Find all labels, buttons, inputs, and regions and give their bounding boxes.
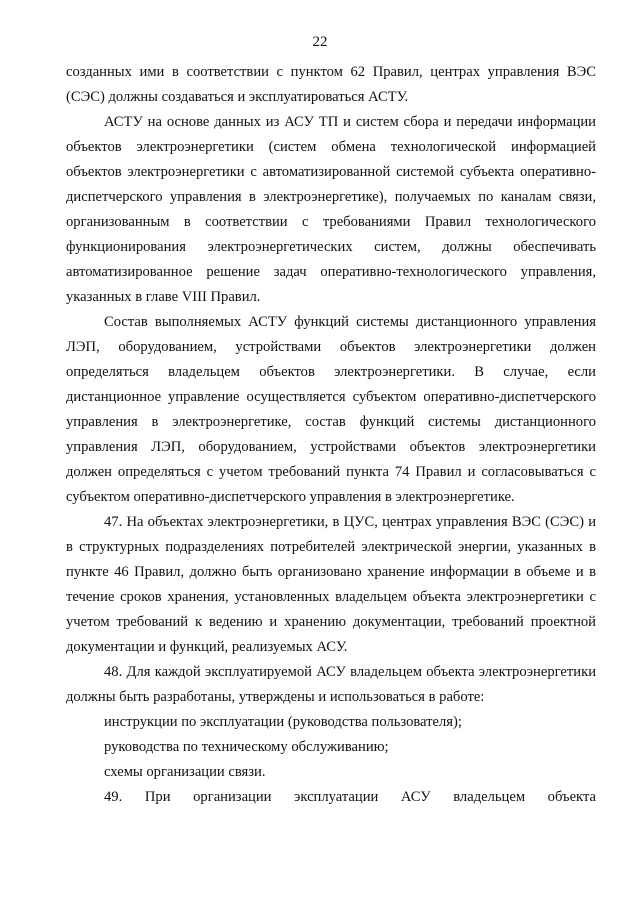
- paragraph-continuation: созданных ими в соответствии с пунктом 62 Правил, центрах управления ВЭС (СЭС) должны создаваться и эксплуатироваться АСТУ.: [66, 64, 596, 105]
- list-item-instructions: инструкции по эксплуатации (руководства пользователя);: [104, 714, 462, 730]
- paragraph-48-documents: 48. Для каждой эксплуатируемой АСУ владельцем объекта электроэнергетики должны быть разработаны, утверждены и использоваться в работе:: [66, 664, 596, 705]
- list-item-communication-schemes: схемы организации связи.: [104, 764, 266, 780]
- paragraph-47-storage: 47. На объектах электроэнергетики, в ЦУС, центрах управления ВЭС (СЭС) и в структурных подразделениях потребителей электрической энергии, указанных в пункте 46 Правил, должно быть организовано хранение информации в объеме и в течение сроков хранения, установленных владельцем объекта электроэнергетики с учетом требований к ведению и хранению документации, требований проектной документации и функций, реализуемых АСУ.: [66, 514, 596, 655]
- list-item-maintenance-manuals: руководства по техническому обслуживанию;: [104, 739, 389, 755]
- paragraph-astu-data: АСТУ на основе данных из АСУ ТП и систем сбора и передачи информации объектов электроэнергетики (систем обмена технологической информацией объектов электроэнергетики с автоматизированной системой субъекта оперативно-диспетчерского управления в электроэнергетике), получаемых по каналам связи, организованным в соответствии с требованиями Правил технологического функционирования электроэнергетических систем, должны обеспечивать автоматизированное решение задач оперативно-технологического управления, указанных в главе VIII Правил.: [66, 114, 596, 305]
- page-number: 22: [312, 34, 328, 50]
- paragraph-remote-control: Состав выполняемых АСТУ функций системы дистанционного управления ЛЭП, оборудованием, устройствами объектов электроэнергетики должен определяться владельцем объектов электроэнергетики. В случае, если дистанционное управление осуществляется субъектом оперативно-диспетчерского управления в электроэнергетике, состав функций системы дистанционного управления ЛЭП, оборудованием, устройствами объектов электроэнергетики должен определяться с учетом требований пункта 74 Правил и согласовываться с субъектом оперативно-диспетчерского управления в электроэнергетике.: [66, 314, 596, 505]
- paragraph-49-operation: 49. При организации эксплуатации АСУ владельцем объекта: [104, 789, 596, 805]
- document-body: [66, 60, 596, 810]
